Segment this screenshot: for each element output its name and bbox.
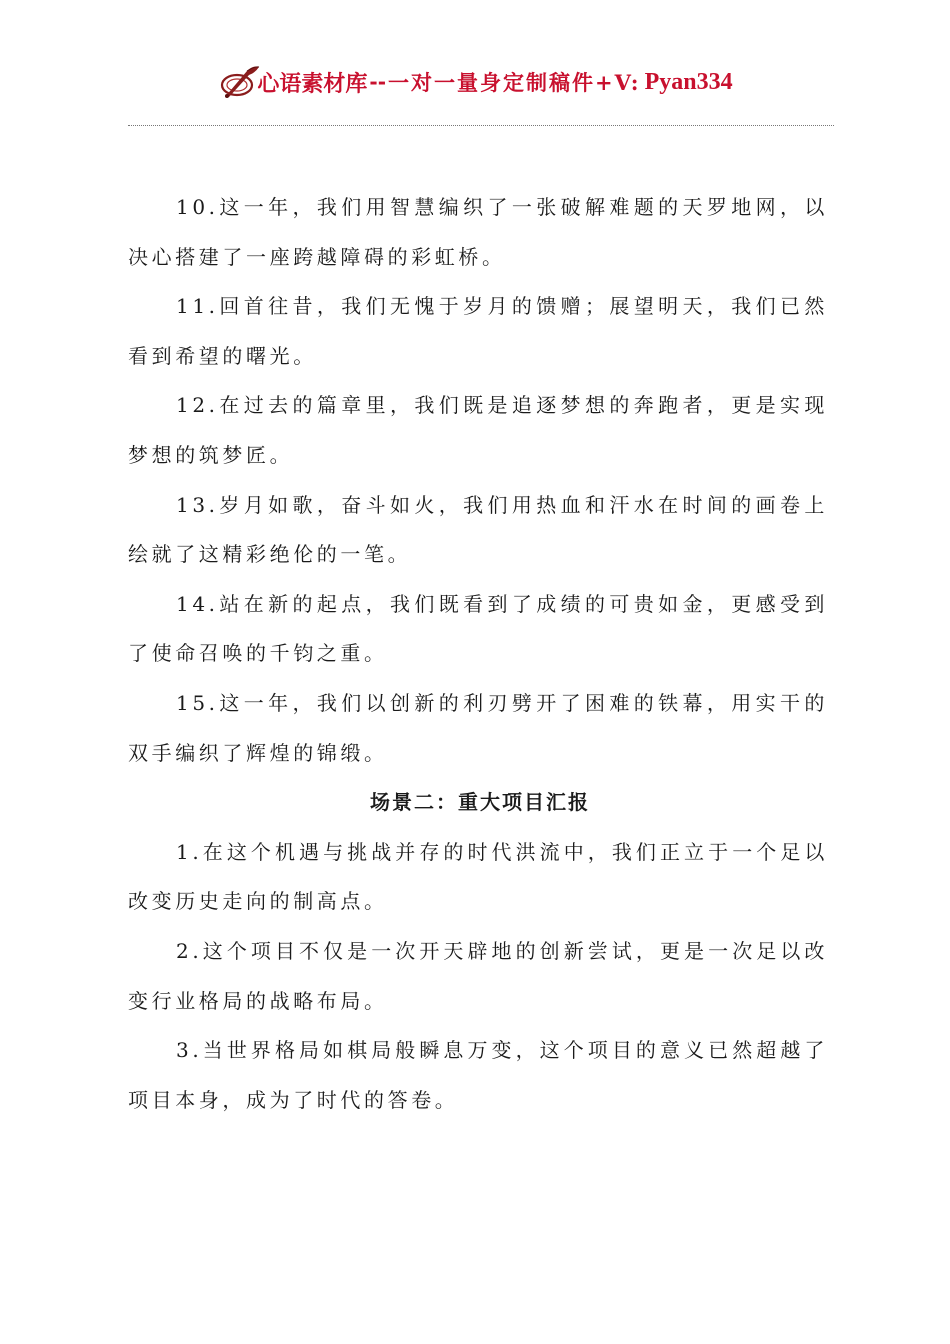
paragraph-item: 14.站在新的起点，我们既看到了成绩的可贵如金，更感受到了使命召唤的千钧之重。 (128, 591, 828, 666)
document-body (128, 183, 828, 1125)
paragraph-item: 13.岁月如歌，奋斗如火，我们用热血和汗水在时间的画卷上绘就了这精彩绝伦的一笔。 (128, 492, 828, 567)
paragraph-item: 10.这一年，我们用智慧编织了一张破解难题的天罗地网，以决心搭建了一座跨越障碍的彩虹桥。 (128, 195, 828, 269)
paragraph-item: 1.在这个机遇与挑战并存的时代洪流中，我们正立于一个足以改变历史走向的制高点。 (128, 839, 828, 914)
page-header (0, 60, 950, 104)
paragraph-item: 3.当世界格局如棋局般瞬息万变，这个项目的意义已然超越了项目本身，成为了时代的答卷。 (128, 1038, 828, 1112)
paragraph-item: 15.这一年，我们以创新的利刃劈开了困难的铁幕，用实干的双手编织了辉煌的锦缎。 (128, 690, 828, 765)
brand-name: 心语素材库 (257, 70, 368, 97)
paragraph-item: 2.这个项目不仅是一次开天辟地的创新尝试，更是一次足以改变行业格局的战略布局。 (128, 938, 828, 1013)
header-banner (217, 63, 732, 101)
section-heading: 场景二：重大项目汇报 (370, 790, 590, 815)
header-divider (128, 125, 834, 126)
contact-handle: Pyan334 (644, 68, 733, 95)
header-tagline: 一对一量身定制稿件+V: (388, 70, 641, 95)
header-separator: -- (369, 70, 387, 94)
paragraph-item: 12.在过去的篇章里，我们既是追逐梦想的奔跑者，更是实现梦想的筑梦匠。 (128, 393, 828, 467)
paragraph-item: 11.回首往昔，我们无愧于岁月的馈赠；展望明天，我们已然看到希望的曙光。 (128, 294, 828, 368)
